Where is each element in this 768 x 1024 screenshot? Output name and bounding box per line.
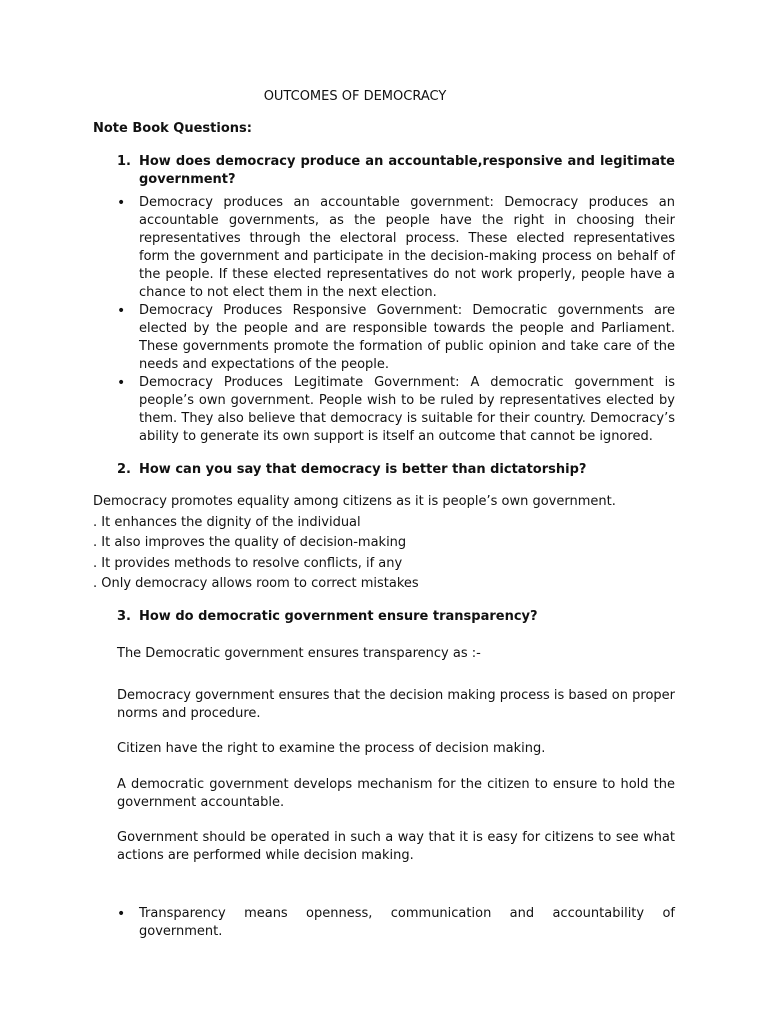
answer-paragraph: Citizen have the right to examine the process of decision making. <box>117 741 546 756</box>
list-item: • Democracy Produces Legitimate Government: A democratic government is people’s own government. People wish to be ruled by representatives elected by them. They also believe that democracy is suitable for their country. Democracy’s ability to generate its own support is itself an outcome that cannot be ignored. <box>117 374 675 446</box>
answer-line: Democracy promotes equality among citizens as it is people’s own government. <box>93 494 616 509</box>
question-3-intro: The Democratic government ensures transparency as :- <box>117 646 481 661</box>
answer-line: . It also improves the quality of decision-making <box>93 535 407 550</box>
list-item: • Democracy produces an accountable government: Democracy produces an accountable governments, as the people have the right in choosing their representatives through the electoral process. These elected representatives form the government and participate in the decision-making process on behalf of the people. If these elected representatives do not work properly, people have a chance to not elect them in the next election. <box>117 194 675 302</box>
question-3-text: How do democratic government ensure transparency? <box>139 609 538 624</box>
question-2-text: How can you say that democracy is better than dictatorship? <box>139 462 587 477</box>
section-label: Note Book Questions: <box>93 121 252 136</box>
question-1-bullets <box>117 194 675 446</box>
answer-line: . It enhances the dignity of the individual <box>93 515 361 530</box>
answer-paragraph: Government should be operated in such a way that it is easy for citizens to see what actions are performed while decision making. <box>117 830 675 863</box>
question-1-number: 1. <box>117 154 131 169</box>
question-3-bullets <box>117 905 675 941</box>
document-title: OUTCOMES OF DEMOCRACY <box>263 89 447 104</box>
question-1 <box>117 153 675 189</box>
answer-line: . Only democracy allows room to correct mistakes <box>93 576 419 591</box>
answer-paragraph: A democratic government develops mechanism for the citizen to ensure to hold the government accountable. <box>117 777 675 810</box>
list-item: • Transparency means openness, communication and accountability of government. <box>117 905 675 941</box>
list-item: • Democracy Produces Responsive Government: Democratic governments are elected by the people and are responsible towards the people and Parliament. These governments promote the formation of public opinion and take care of the needs and expectations of the people. <box>117 302 675 374</box>
question-3 <box>117 608 675 626</box>
answer-paragraph: Democracy government ensures that the decision making process is based on proper norms and procedure. <box>117 688 675 721</box>
answer-line: . It provides methods to resolve conflicts, if any <box>93 556 403 571</box>
question-1-text: How does democracy produce an accountable,responsive and legitimate government? <box>139 154 675 187</box>
question-3-number: 3. <box>117 609 131 624</box>
question-2 <box>117 461 675 479</box>
question-2-number: 2. <box>117 462 131 477</box>
